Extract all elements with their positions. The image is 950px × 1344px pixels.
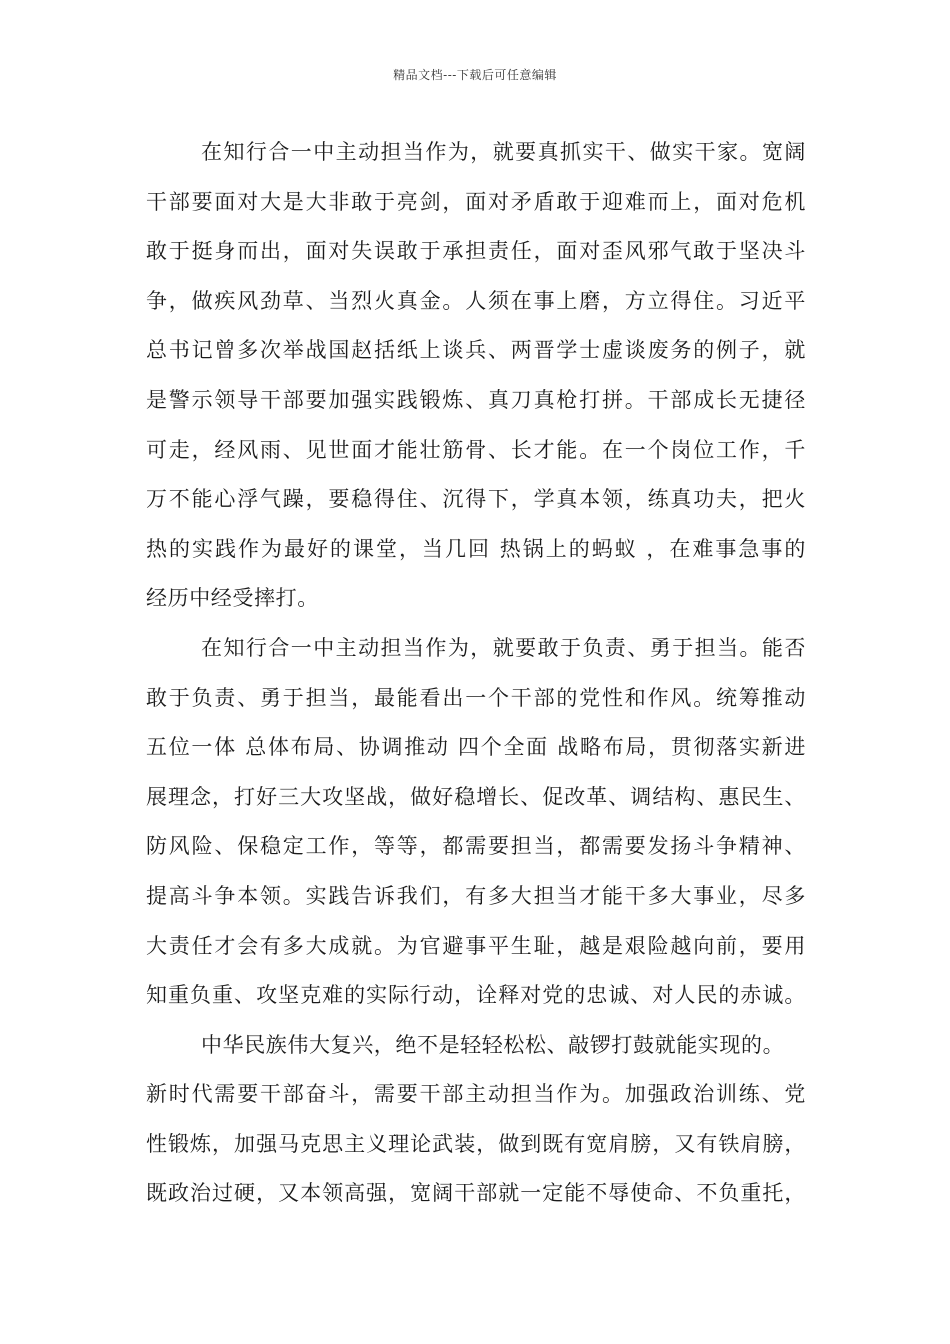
text-line: 总书记曾多次举战国赵括纸上谈兵、两晋学士虚谈废务的例子，就 [146,338,806,363]
text-line: 新时代需要干部奋斗，需要干部主动担当作为。加强政治训练、党 [146,1082,806,1107]
text-line: 是警示领导干部要加强实践锻炼、真刀真枪打拼。干部成长无捷径 [146,387,806,412]
text-line: 干部要面对大是大非敢于亮剑，面对矛盾敢于迎难而上，面对危机 [146,189,806,214]
text-line: 热的实践作为最好的课堂，当几回 热锅上的蚂蚁 ，在难事急事的 [146,536,806,561]
text-line: 大责任才会有多大成就。为官避事平生耻，越是艰险越向前，要用 [146,933,806,958]
text-line: 五位一体 总体布局、协调推动 四个全面 战略布局，贯彻落实新进 [146,735,806,760]
text-line: 中华民族伟大复兴，绝不是轻轻松松、敲锣打鼓就能实现的。 [201,1032,785,1057]
text-line: 防风险、保稳定工作，等等，都需要担当，都需要发扬斗争精神、 [146,834,806,859]
text-line: 经历中经受摔打。 [146,586,319,611]
text-line: 展理念，打好三大攻坚战，做好稳增长、促改革、调结构、惠民生、 [146,784,806,809]
text-line: 性锻炼，加强马克思主义理论武装，做到既有宽肩膀，又有铁肩膀， [146,1131,806,1156]
text-line: 万不能心浮气躁，要稳得住、沉得下，学真本领，练真功夫，把火 [146,487,806,512]
text-line: 可走，经风雨、见世面才能壮筋骨、长才能。在一个岗位工作，千 [146,437,806,462]
text-line: 既政治过硬，又本领高强，宽阔干部就一定能不辱使命、不负重托， [146,1181,806,1206]
body-text [146,132,806,1223]
text-line: 知重负重、攻坚克难的实际行动，诠释对党的忠诚、对人民的赤诚。 [146,983,806,1008]
text-line: 提高斗争本领。实践告诉我们，有多大担当才能干多大事业，尽多 [146,883,806,908]
text-line: 敢于挺身而出，面对失误敢于承担责任，面对歪风邪气敢于坚决斗 [146,239,806,264]
text-line: 在知行合一中主动担当作为，就要真抓实干、做实干家。宽阔 [201,140,806,164]
page-header: 精品文档---下载后可任意编辑 [393,68,557,82]
text-line: 在知行合一中主动担当作为，就要敢于负责、勇于担当。能否 [201,635,806,660]
text-line: 争，做疾风劲草、当烈火真金。人须在事上磨，方立得住。习近平 [146,288,806,313]
text-line: 敢于负责、勇于担当，最能看出一个干部的党性和作风。统筹推动 [146,685,806,710]
